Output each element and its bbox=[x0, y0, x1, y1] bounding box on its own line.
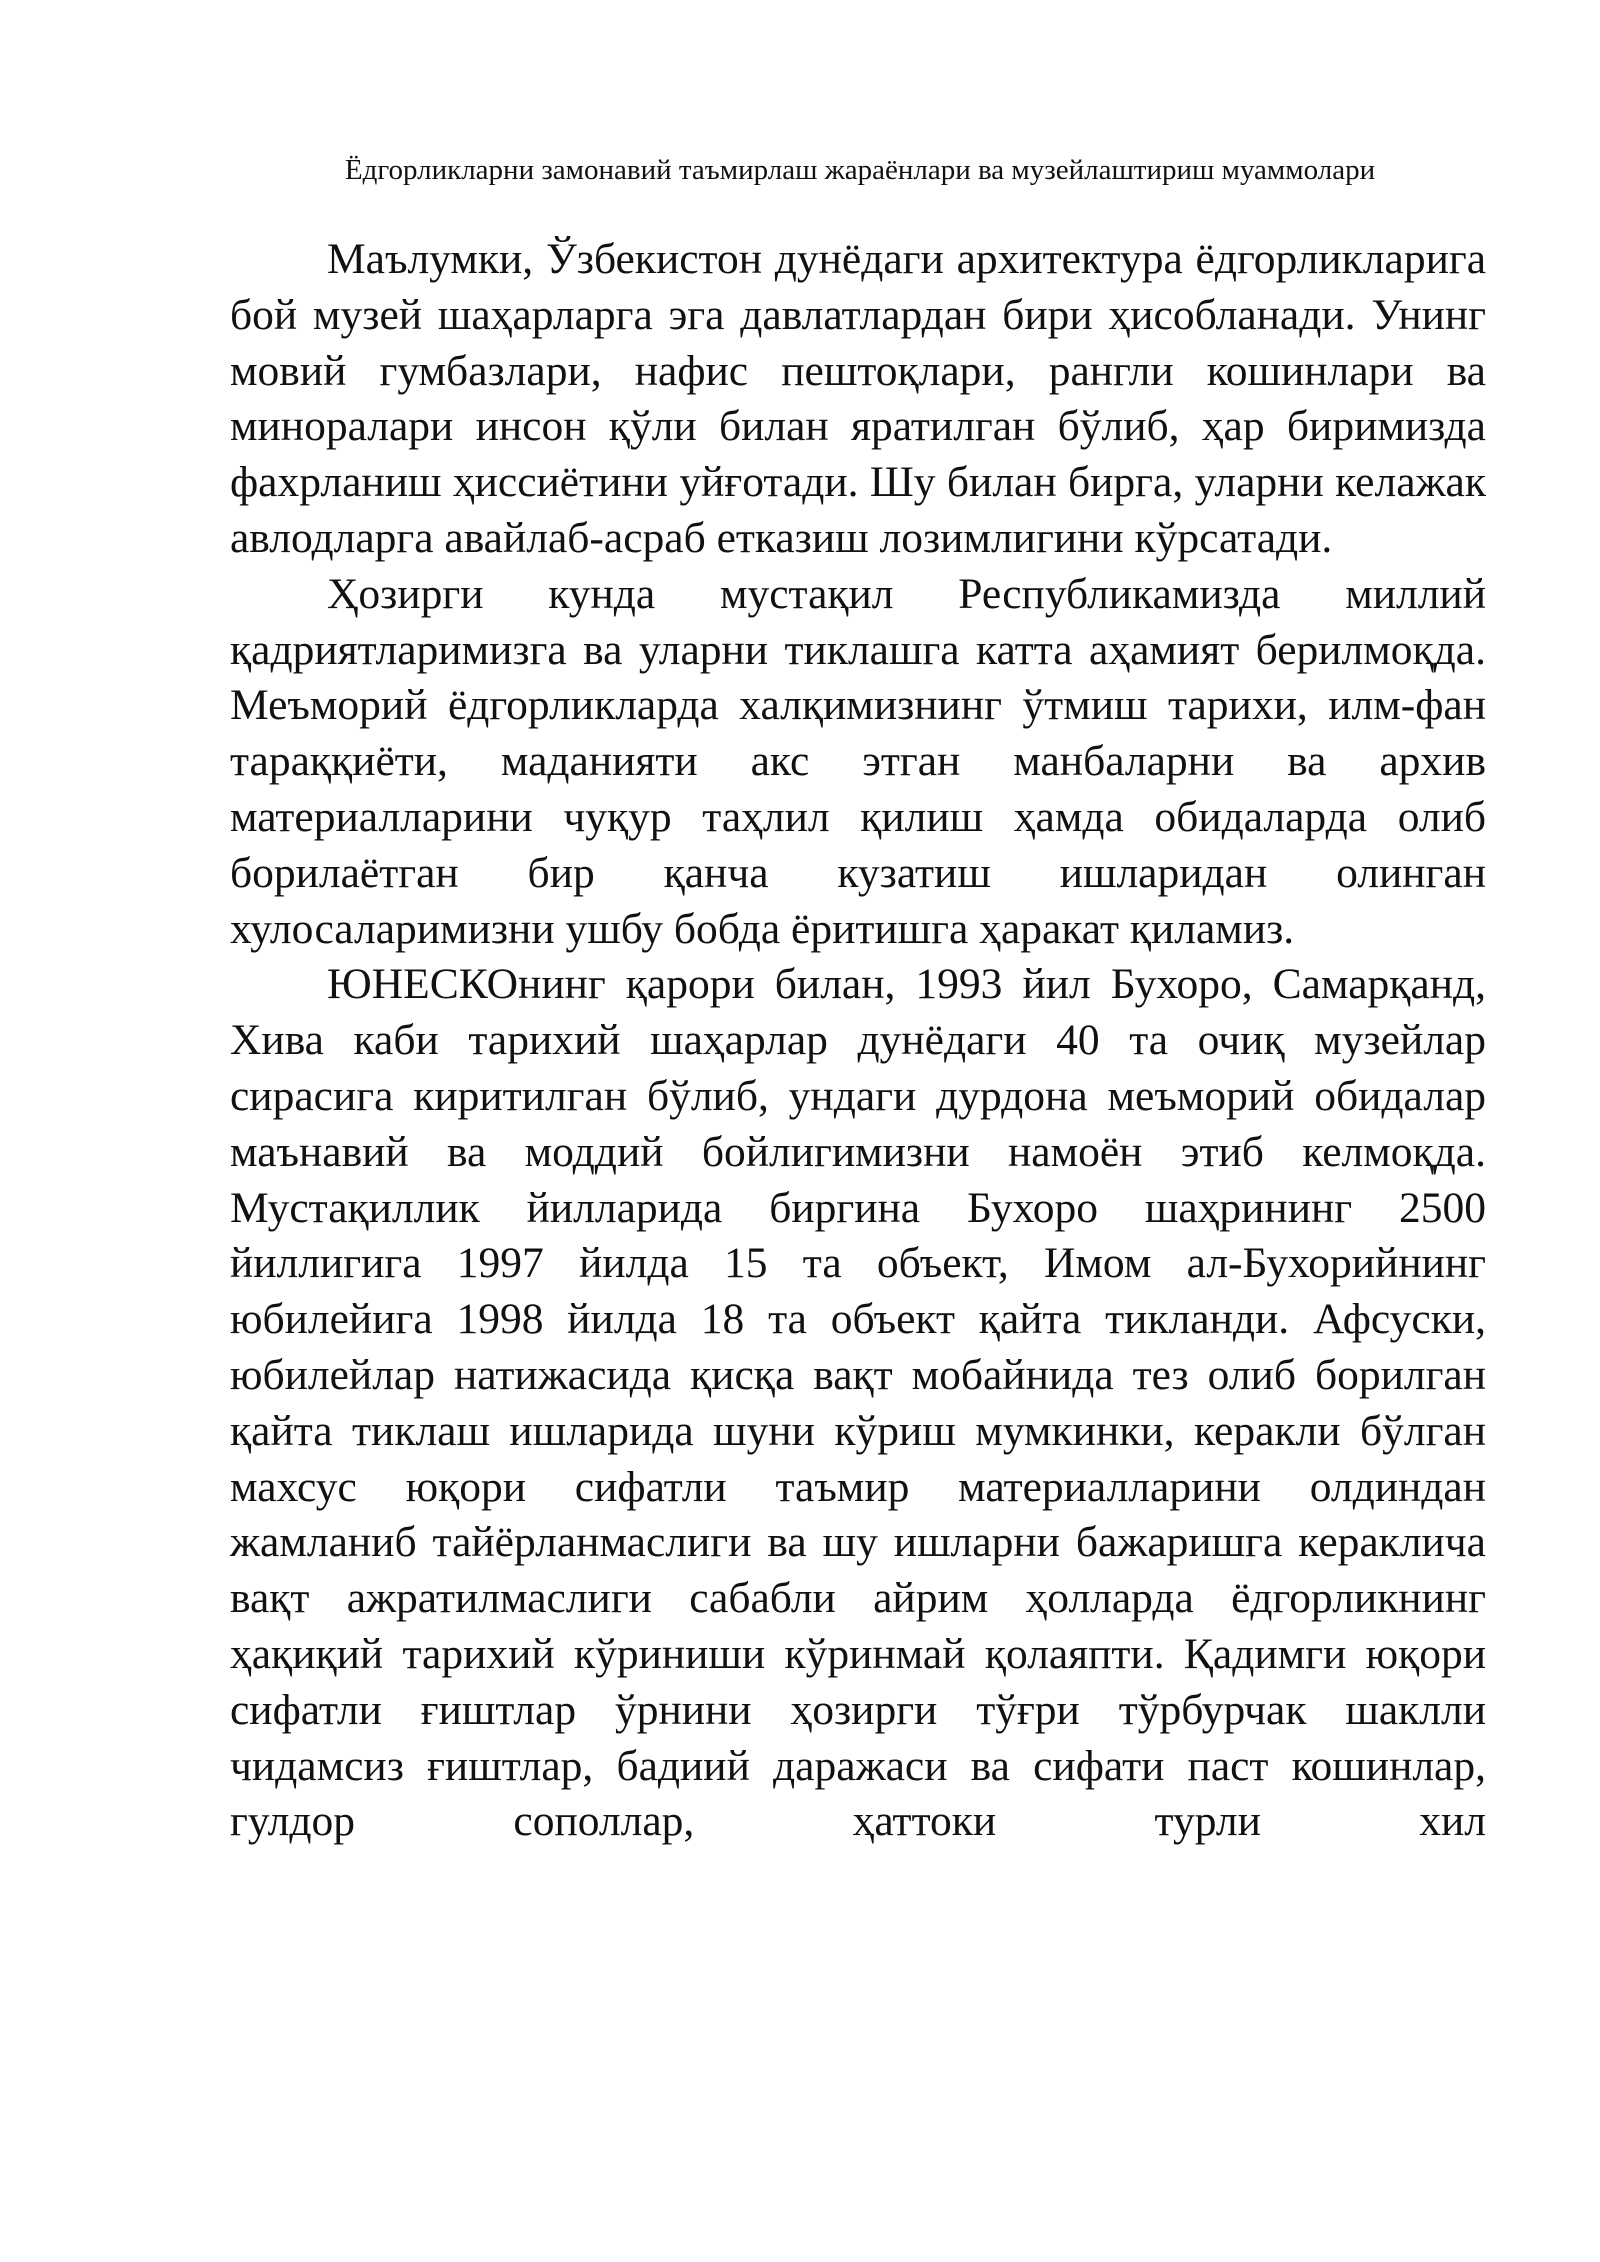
paragraph-2: Ҳозирги кунда мустақил Республикамизда миллий қадриятларимизга ва уларни тиклашга катта аҳамият берилмоқда. Меъморий ёдгорликларда халқимизнинг ўтмиш тарихи, илм-фан тараққиёти, маданияти акс этган манбаларни ва архив материалларини чуқур таҳлил қилиш ҳамда обидаларда олиб борилаётган бир қанча кузатиш ишларидан олинган хулосаларимизни ушбу бобда ёритишга ҳаракат қиламиз. bbox=[230, 569, 1486, 953]
paragraph-3: ЮНЕСКОнинг қарори билан, 1993 йил Бухоро, Самарқанд, Хива каби тарихий шаҳарлар дунёдаги 40 та очиқ музейлар сирасига киритилган бўлиб, ундаги дурдона меъморий обидалар маънавий ва моддий бойлигимизни намоён этиб келмоқда. Мустақиллик йилларида биргина Бухоро шаҳрининг 2500 йиллигига 1997 йилда 15 та объект, Имом ал-Бухорийнинг юбилейига 1998 йилда 18 та объект қайта тикланди. Афсуски, юбилейлар натижасида қисқа вақт мобайнида тез олиб борилган қайта тиклаш ишларида шуни кўриш мумкинки, керакли бўлган махсус юқори сифатли таъмир материалларини олдиндан жамланиб тайёрланмаслиги ва шу ишларни бажаришга кераклича вақт ажратилмаслиги сабабли айрим ҳолларда ёдгорликнинг ҳақиқий тарихий кўриниши кўринмай қолаяпти. Қадимги юқори сифатли ғиштлар ўрнини ҳозирги тўғри тўрбурчак шаклли чидамсиз ғиштлар, бадиий даражаси ва сифати паст кошинлар, гулдор сополлар, ҳаттоки турли хил bbox=[230, 960, 1486, 1846]
body-text bbox=[230, 232, 1486, 1850]
running-header: Ёдгорликларни замонавий таъмирлаш жараёнлари ва музейлаштириш муаммолари bbox=[344, 154, 1376, 186]
paragraph-1: Маълумки, Ўзбекистон дунёдаги архитектура ёдгорликларига бой музей шаҳарларга эга давлатлардан бири ҳисобланади. Унинг мовий гумбазлари, нафис пештоқлари, рангли кошинлари ва миноралари инсон қўли билан яратилган бўлиб, ҳар биримизда фахрланиш ҳиссиётини уйғотади. Шу билан бирга, уларни келажак авлодларга авайлаб-асраб етказиш лозимлигини кўрсатади. bbox=[230, 235, 1486, 562]
